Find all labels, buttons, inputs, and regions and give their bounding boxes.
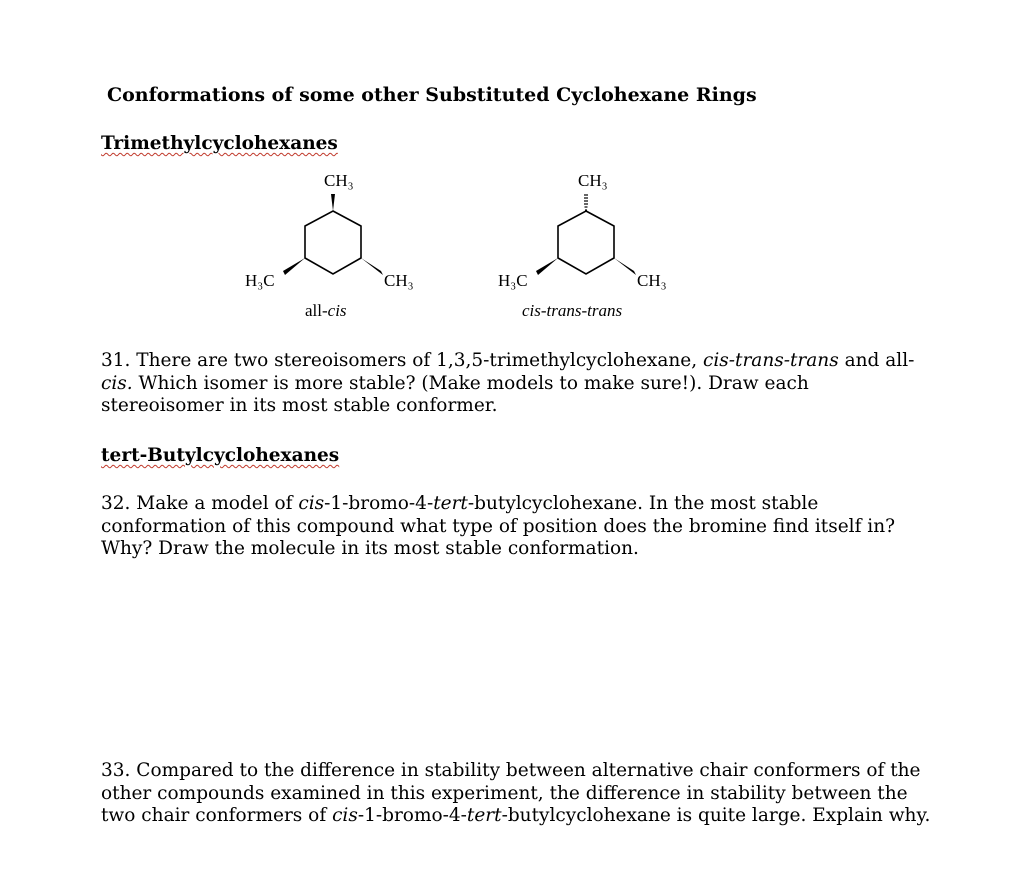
molecule-all-cis bbox=[283, 194, 383, 275]
section-heading-trimethylcyclohexanes: Trimethylcyclohexanes bbox=[101, 133, 338, 154]
q32-italic-2: tert bbox=[433, 493, 468, 514]
q33-italic-1: cis bbox=[332, 805, 358, 826]
molecule-cis-trans-trans bbox=[536, 195, 636, 275]
label-ch3-right-left: CH₃ bbox=[384, 271, 414, 290]
q32-italic-1: cis bbox=[298, 493, 325, 514]
label-ch3-right-right: CH₃ bbox=[637, 271, 667, 290]
page-title: Conformations of some other Substituted Cyclohexane Rings bbox=[107, 84, 757, 106]
q31-italic-1: cis-trans-trans bbox=[703, 350, 839, 371]
question-32 bbox=[101, 493, 931, 561]
q31-text-2: and all- bbox=[838, 350, 915, 371]
section-heading-tert-butylcyclohexanes: tert-Butylcyclohexanes bbox=[101, 445, 340, 466]
q33-text-1: 33. Compared to the difference in stability between alternative chair conformers of the other compounds examined in this experiment, the difference in stability between the two chair conformers of bbox=[101, 760, 921, 826]
label-h3c-left-right: H₃C bbox=[498, 271, 528, 290]
cyclohexane-ring-right bbox=[558, 211, 614, 274]
wedge-bond-left-right bbox=[536, 258, 558, 275]
q31-text-1: 31. There are two stereoisomers of 1,3,5-trimethylcyclohexane, bbox=[101, 350, 703, 371]
q32-text-3: -butylcyclohexane. In the most stable conformation of this compound what type of position does the bromine find itself in? Why? Draw the molecule in its most stable conformation. bbox=[101, 493, 896, 559]
caption-all-cis-italic: cis bbox=[327, 301, 347, 320]
wedge-bond-right-right bbox=[614, 258, 636, 275]
wedge-bond-top-left bbox=[331, 194, 335, 211]
question-33 bbox=[101, 760, 931, 828]
label-ch3-top-right: CH₃ bbox=[578, 171, 608, 190]
q31-italic-2: cis. bbox=[101, 372, 133, 394]
wedge-bond-left-left bbox=[283, 258, 305, 275]
question-31 bbox=[101, 350, 931, 418]
q33-text-2: -1-bromo-4- bbox=[357, 805, 467, 826]
q33-italic-2: tert bbox=[466, 805, 502, 826]
hashed-bond-top-right bbox=[584, 195, 588, 210]
caption-all-cis bbox=[305, 301, 347, 321]
caption-all-cis-prefix: all- bbox=[305, 301, 328, 320]
caption-cis-trans-trans-text: cis-trans-trans bbox=[522, 301, 623, 320]
q33-text-3: -butylcyclohexane is quite large. Explain why. bbox=[501, 805, 931, 826]
wedge-bond-right-left bbox=[361, 258, 383, 275]
cyclohexane-ring-left bbox=[305, 211, 361, 274]
label-ch3-top-left: CH₃ bbox=[324, 171, 354, 190]
q32-text-2: -1-bromo-4- bbox=[324, 493, 434, 514]
caption-cis-trans-trans bbox=[522, 301, 622, 321]
q32-text-1: 32. Make a model of bbox=[101, 493, 299, 514]
q31-text-3: Which isomer is more stable? (Make models to make sure!). Draw each stereoisomer in its most stable conformer. bbox=[101, 372, 809, 416]
label-h3c-left-left: H₃C bbox=[245, 271, 275, 290]
